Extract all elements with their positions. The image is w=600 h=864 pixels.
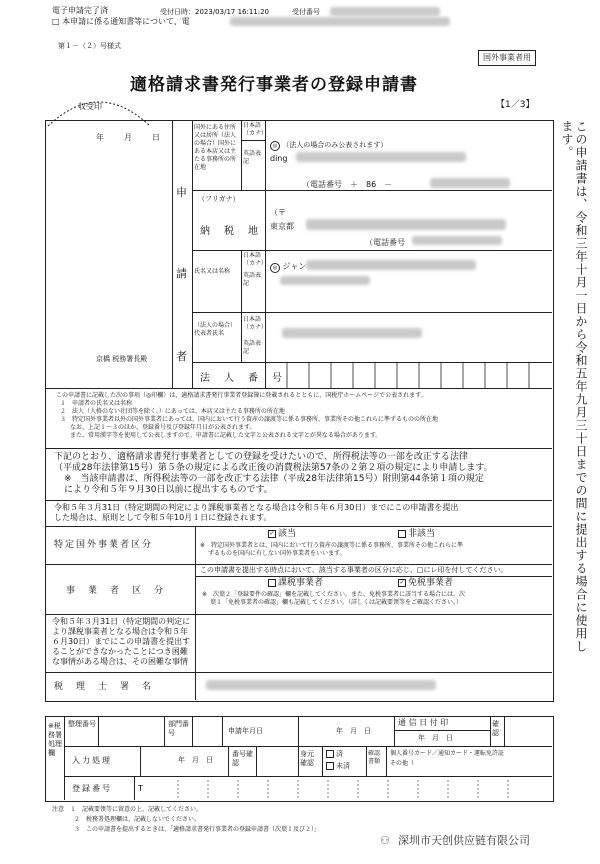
applicant-side-2: 請 xyxy=(176,267,187,280)
address-kana-label: 日本語（カナ） xyxy=(243,122,268,137)
redacted-tax-place xyxy=(306,219,506,230)
difficulty-label: 令和５年３月31日（特定期間の判定により課税事業者となる場合は令和５年６月30日）までにこの申請書を提出することができなかったことにつき困難な事情がある場合は、その困難な事情 xyxy=(52,617,191,666)
name-english-label: 英語表記 xyxy=(243,272,262,287)
page-indicator: 【1／3】 xyxy=(496,100,535,110)
taxable-business-option[interactable]: 課税事業者 xyxy=(268,578,323,589)
wechat-icon: ⚇ xyxy=(380,834,390,847)
received-number-label: 受付番号 xyxy=(292,8,320,16)
publication-notes: この申請書に記載した次の事項（◎印欄）は、適格請求書発行事業者登録簿に登載されるとともに、国税庁ホームページで公表されます。 １ 申請者の氏名又は名称 ２ 法人（人格のない社団等を除く。）にあっては、本店又は主たる事務所の所在地 ３ 特定国外事業者以外の国外事業者にあっては、国内において行う資産の譲渡等に係る事務所、事業所その他これらに準ずるものの所在地 なお、上記１～３のほか、登録番号及び登録年月日が公表されます。 また、常用漢字等を使用して公表しますので、申請書に記載した文字と公表される文字とが異なる場合があります。 xyxy=(56,392,438,439)
date-year: 年 xyxy=(96,133,104,142)
redacted-tax-accountant xyxy=(206,680,436,690)
shinsei-date-ymd: 年 月 日 xyxy=(336,727,371,735)
redacted-tax-phone xyxy=(412,236,502,245)
nyuryoku-ymd: 年 月 日 xyxy=(178,756,213,764)
redacted-name xyxy=(306,260,476,270)
representative-label: （法人の場合）代表者氏名 xyxy=(194,322,237,337)
specific-foreign-yes[interactable]: ✓ 該当 xyxy=(269,529,297,539)
foreign-address-label: 国外にある住所又は居所（法人の場合）国外にある本店又は主たる事務所の所在地 xyxy=(194,124,237,171)
name-value[interactable]: ◎ ジャン xyxy=(270,262,306,273)
redacted-name-en xyxy=(280,276,370,285)
tax-place-label: 納 税 地 xyxy=(200,226,260,237)
rep-english-label: 英語表記 xyxy=(243,340,262,355)
redacted-address xyxy=(296,152,466,162)
mimoto-done[interactable]: 済 xyxy=(326,750,343,759)
submission-status: 電子申請完了済 xyxy=(52,6,108,15)
redacted-phone xyxy=(430,178,510,188)
corporate-number-cells[interactable] xyxy=(265,362,552,388)
specific-foreign-note: ※ 特定国外事業者とは、国内において行う資産の譲渡等に係る事務所、事業所その他これらに準 ずるものを国内に有しない国外事業者をいいます。 xyxy=(200,542,464,557)
mimoto-label: 身元確認 xyxy=(300,750,314,767)
nyuryoku-label: 入力処理 xyxy=(72,756,112,765)
date-month: 月 xyxy=(124,133,132,142)
name-label: 氏名又は名称 xyxy=(194,268,231,275)
tax-place-phone[interactable]: （電話番号 xyxy=(365,238,405,247)
redacted-notice xyxy=(230,17,450,26)
tax-office-addressee: 京橋 税務署長殿 xyxy=(96,355,148,363)
name-kana-label: 日本語（カナ） xyxy=(243,252,268,267)
bangou-label: 番号確認 xyxy=(232,750,253,767)
redacted-representative xyxy=(282,328,422,338)
mimoto-not-done[interactable]: 未済 xyxy=(326,762,350,771)
footer-note-3: ３ この申請書を提出するときは、「適格請求書発行事業者の登録申請書（次葉１及び２）」 xyxy=(74,826,321,833)
declaration: 下記のとおり、適格請求書発行事業者としての登録を受けたいので、所得税法等の一部を改正する法律 （平成28年法律第15号）第５条の規定による改正後の消費税法第57条の２第２項の規定により申請します。 ※ 当該申請書は、所得税法等の一部を改正する法律（平成28年法律第15号）附則第44条第１項の規定 により令和５年９月30日以前に提出するものです。 xyxy=(54,452,493,495)
rep-kana-label: 日本語（カナ） xyxy=(243,316,268,331)
business-type-label: 事 業 者 区 分 xyxy=(66,586,166,596)
tsushin-stamp-label: 通 信 日 付 印 xyxy=(398,718,449,727)
id-other: その他（ xyxy=(390,760,415,767)
applicant-side-1: 申 xyxy=(176,186,187,199)
furigana-label: （フリガナ） xyxy=(198,195,240,203)
date-day: 日 xyxy=(152,133,160,142)
specific-foreign-no[interactable]: 非該当 xyxy=(398,529,435,540)
applicant-side-3: 者 xyxy=(176,350,187,363)
foreign-business-badge: 国外事業者用 xyxy=(478,50,536,66)
received-date: 受付日時：2023/03/17 16:11:20 xyxy=(160,8,270,16)
office-use-side: ※税務署処理欄 xyxy=(48,722,62,757)
toroku-t-prefix: T xyxy=(138,784,143,793)
tsushin-ymd: 年 月 日 xyxy=(418,734,453,742)
footer-note-1: 注意 １ 記載要領等に留意の上、記載してください。 xyxy=(52,806,203,813)
watermark-text: 深圳市天创供应链有限公司 xyxy=(398,834,530,847)
tax-place-value[interactable]: 東京都 xyxy=(270,222,294,231)
business-type-intro: この申請書を提出する時点において、該当する事業者の区分に応じ、□にレ印を付してください。 xyxy=(200,566,508,574)
reception-stamp-label: 収受印 xyxy=(78,102,102,111)
foreign-address-value[interactable]: ding xyxy=(270,154,288,163)
bumon-label: 部門番号 xyxy=(168,720,189,737)
foreign-phone[interactable]: （電話番号 ＋ 86 － xyxy=(302,180,393,189)
notice-text: □ 本申請に係る通知書等について、電 xyxy=(52,17,190,26)
postal-code[interactable]: （〒 xyxy=(270,208,286,217)
footer-note-2: ２ 税務署処理欄は、記載しないでください。 xyxy=(74,816,201,823)
tax-accountant-label: 税 理 士 署 名 xyxy=(54,682,154,692)
form-number: 第１－（２）号様式 xyxy=(58,42,121,50)
business-type-note: ※ 次葉２「登録要件の確認」欄を記載してください。また、免税事業者に該当する場合には、次 葉１「免税事業者の確認」欄も記載してください。（詳しくは記載要領等をご確認ください。） xyxy=(202,591,466,606)
id-card-types: 個人番号カード／通知カード・運転免許証 xyxy=(390,750,505,757)
confirm-label: 確認 xyxy=(492,720,499,737)
address-english-label: 英語表記 xyxy=(243,150,262,165)
toroku-label: 登録番号 xyxy=(72,784,112,793)
kakunin-shorui-label: 確認書類 xyxy=(368,750,381,765)
corp-only-note: ◎ （法人の場合のみ公表されます） xyxy=(270,141,387,151)
corporate-number-label: 法 人 番 号 xyxy=(200,373,284,384)
usage-period-note: この申請書は、令和三年十月一日から令和五年九月三十日までの間に提出する場合に使用します。 xyxy=(560,120,588,653)
seiri-label: 整理番号 xyxy=(68,720,96,728)
redacted-number xyxy=(330,7,440,16)
page-title: 適格請求書発行事業者の登録申請書 xyxy=(130,75,418,95)
specific-foreign-label: 特定国外事業者区分 xyxy=(54,540,154,550)
toroku-number-cells[interactable] xyxy=(148,776,552,800)
deadline-note: 令和５年３月31日（特定期間の判定により課税事業者となる場合は令和５年６月30日）までにこの申請書を提出 した場合は、原則として令和５年10月１日に登録されます。 xyxy=(54,503,459,522)
exempt-business-option[interactable]: ✓ 免税事業者 xyxy=(399,578,454,588)
shinsei-date-label: 申請年月日 xyxy=(228,727,263,735)
